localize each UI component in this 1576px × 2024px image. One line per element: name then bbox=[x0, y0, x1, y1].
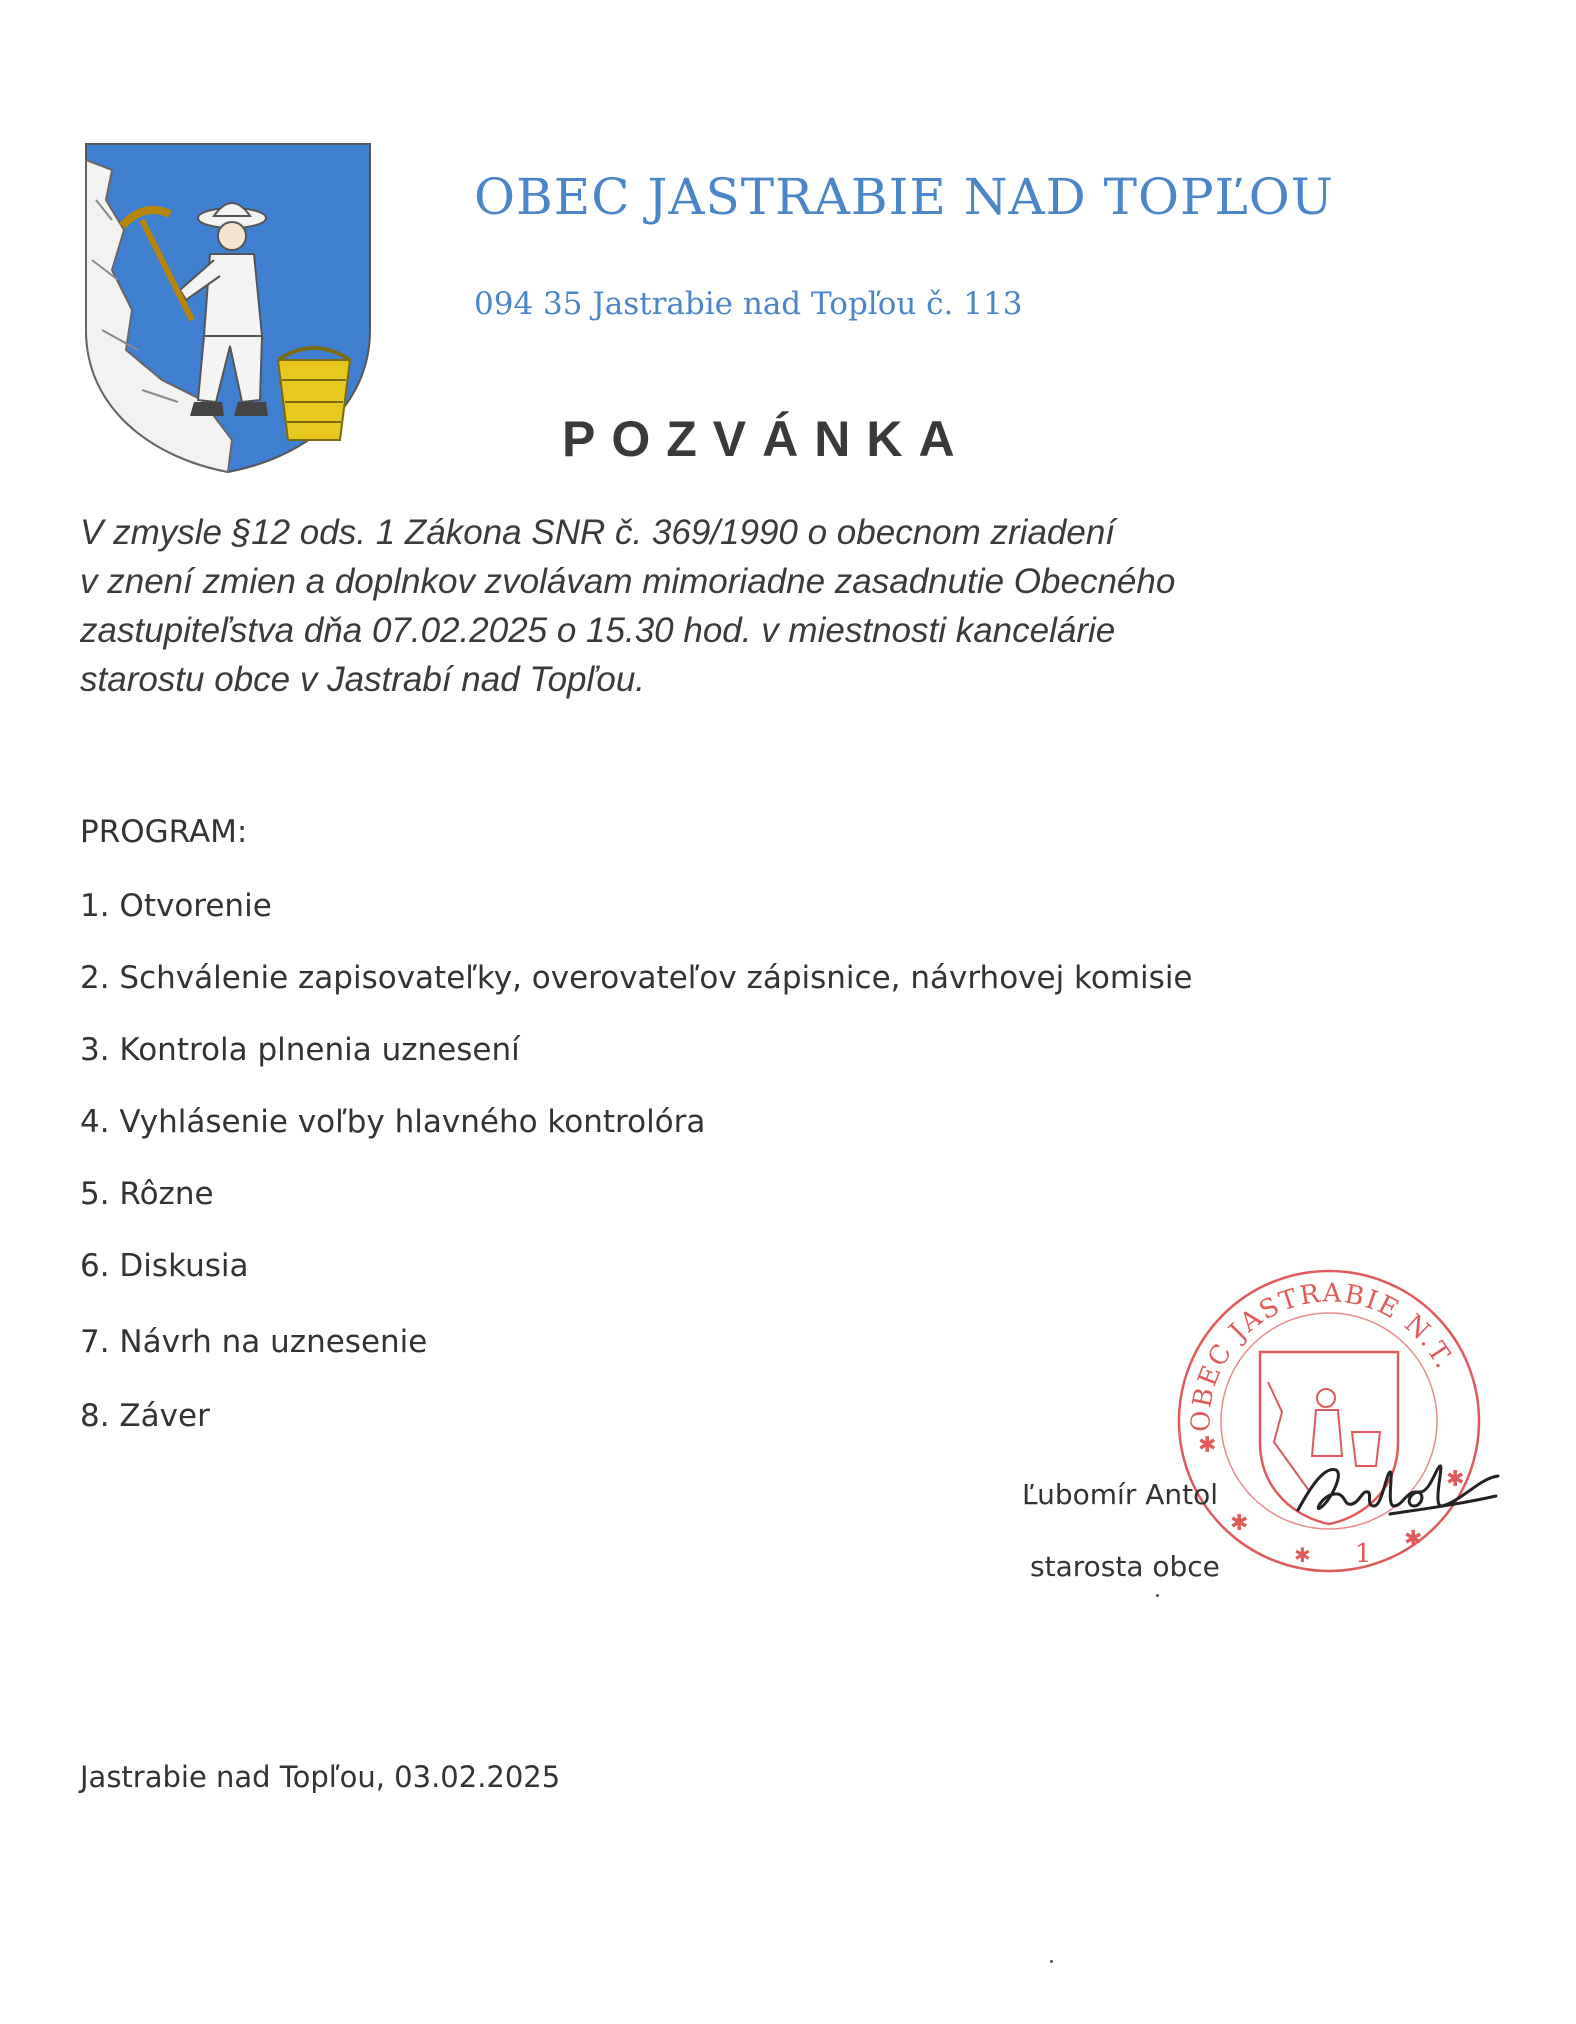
scan-speck bbox=[1156, 1594, 1159, 1597]
stamp-text: OBEC JASTRABIE N.T. bbox=[1186, 1278, 1460, 1433]
program-item: 8. Záver bbox=[80, 1398, 210, 1434]
scan-speck bbox=[1050, 1960, 1053, 1963]
program-item: 3. Kontrola plnenia uznesení bbox=[80, 1032, 520, 1068]
program-item: 5. Rôzne bbox=[80, 1176, 214, 1212]
program-item: 2. Schválenie zapisovateľky, overovateľov zápisnice, návrhovej komisie bbox=[80, 960, 1193, 996]
handwritten-signature-icon bbox=[1290, 1448, 1504, 1528]
municipality-address: 094 35 Jastrabie nad Topľou č. 113 bbox=[474, 286, 1023, 322]
intro-line: zastupiteľstva dňa 07.02.2025 o 15.30 hod. v miestnosti kancelárie bbox=[80, 611, 1116, 650]
intro-line: v znení zmien a doplnkov zvolávam mimoriadne zasadnutie Obecného bbox=[80, 562, 1176, 601]
official-stamp-icon bbox=[1170, 1262, 1488, 1580]
program-item: 7. Návrh na uznesenie bbox=[80, 1324, 428, 1360]
coat-of-arms-icon bbox=[82, 140, 374, 476]
svg-text:✱: ✱ bbox=[1404, 1527, 1423, 1552]
program-heading: PROGRAM: bbox=[80, 814, 248, 850]
municipality-title: OBEC JASTRABIE NAD TOPĽOU bbox=[474, 168, 1334, 226]
document-title: POZVÁNKA bbox=[562, 411, 971, 467]
svg-text:✱: ✱ bbox=[1198, 1433, 1217, 1458]
place-and-date: Jastrabie nad Topľou, 03.02.2025 bbox=[80, 1760, 561, 1794]
program-item: 4. Vyhlásenie voľby hlavného kontrolóra bbox=[80, 1104, 706, 1140]
program-item: 6. Diskusia bbox=[80, 1248, 249, 1284]
signer-name: Ľubomír Antol bbox=[1022, 1478, 1219, 1511]
stamp-number: 1 bbox=[1355, 1539, 1372, 1569]
program-item: 1. Otvorenie bbox=[80, 888, 272, 924]
svg-text:✱: ✱ bbox=[1230, 1511, 1249, 1536]
signer-role: starosta obce bbox=[1030, 1550, 1220, 1583]
intro-line: starostu obce v Jastrabí nad Topľou. bbox=[80, 660, 646, 699]
svg-text:✱: ✱ bbox=[1294, 1543, 1311, 1567]
svg-text:✱: ✱ bbox=[1446, 1467, 1465, 1492]
intro-line: V zmysle §12 ods. 1 Zákona SNR č. 369/1990 o obecnom zriadení bbox=[80, 513, 1116, 552]
intro-paragraph bbox=[80, 508, 1400, 704]
